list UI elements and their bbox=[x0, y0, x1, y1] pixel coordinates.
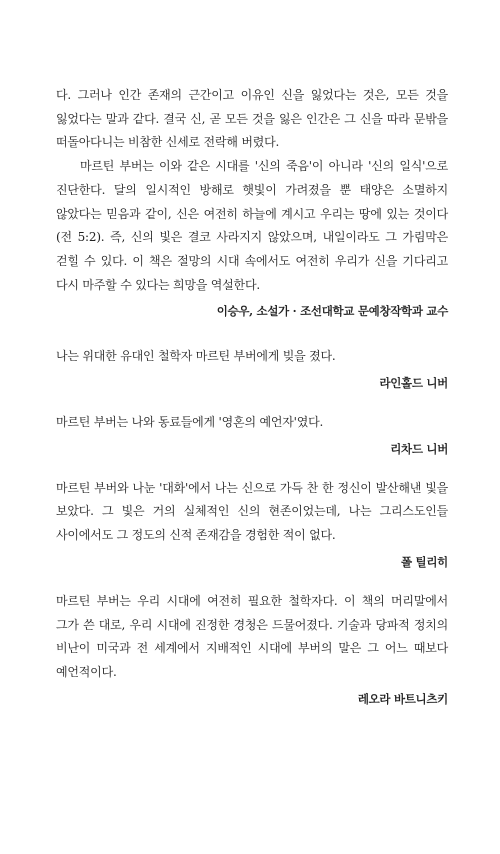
intro-paragraph-1: 다. 그러나 인간 존재의 근간이고 이유인 신을 잃었다는 것은, 모든 것을 잃었다는 말과 같다. 결국 신, 곧 모든 것을 잃은 인간은 그 신을 따라 문밖을 떠돌아다니는 비참한 신세로 전락해 버렸다. bbox=[56, 88, 448, 150]
blurb-attribution: 라인홀드 니버 bbox=[379, 376, 448, 391]
blurb-text: 나는 위대한 유대인 철학자 마르틴 부버에게 빚을 졌다. bbox=[56, 349, 336, 364]
intro-paragraph-2: 마르틴 부버는 이와 같은 시대를 '신의 죽음'이 아니라 '신의 일식'으로 진단한다. 달의 일시적인 방해로 햇빛이 가려졌을 뿐 태양은 소멸하지 않았다는 믿음과 같이, 신은 여전히 하늘에 계시고 우리는 땅에 있는 것이다(전 5:2). 즉, 신의 빛은 결코 사라지지 않았으며, 내일이라도 그 가림막은 걷힐 수 있다. 이 책은 절망의 시대 속에서도 여전히 우리가 신을 기다리고 다시 마주할 수 있다는 희망을 역설한다. bbox=[56, 159, 448, 292]
blurb-attribution: 레오라 바트니츠키 bbox=[357, 691, 448, 706]
blurb-4 bbox=[56, 590, 448, 709]
intro-section bbox=[56, 84, 448, 321]
page-body bbox=[56, 84, 448, 709]
blurb-text: 마르틴 부버는 나와 동료들에게 '영혼의 예언자'였다. bbox=[56, 415, 324, 430]
blurb-3 bbox=[56, 477, 448, 572]
blurb-2 bbox=[56, 411, 448, 459]
blurb-attribution: 폴 틸리히 bbox=[401, 554, 448, 569]
blurb-text: 마르틴 부버와 나눈 '대화'에서 나는 신으로 가득 찬 한 정신이 발산해낸 빛을 보았다. 그 빛은 거의 실체적인 신의 현존이었는데, 나는 그리스도인들 사이에서도 그 정도의 신적 존재감을 경험한 적이 없다. bbox=[56, 480, 448, 543]
intro-attribution: 이승우, 소설가 · 조선대학교 문예창작학과 교수 bbox=[216, 304, 448, 319]
blurb-text: 마르틴 부버는 우리 시대에 여전히 필요한 철학자다. 이 책의 머리말에서 그가 쓴 대로, 우리 시대에 진정한 경청은 드물어졌다. 기술과 당파적 정치의 비난이 미국과 전 세계에서 지배적인 시대에 부버의 말은 그 어느 때보다 예언적이다. bbox=[56, 593, 448, 679]
blurb-attribution: 리차드 니버 bbox=[390, 441, 448, 456]
blurb-1 bbox=[56, 345, 448, 393]
